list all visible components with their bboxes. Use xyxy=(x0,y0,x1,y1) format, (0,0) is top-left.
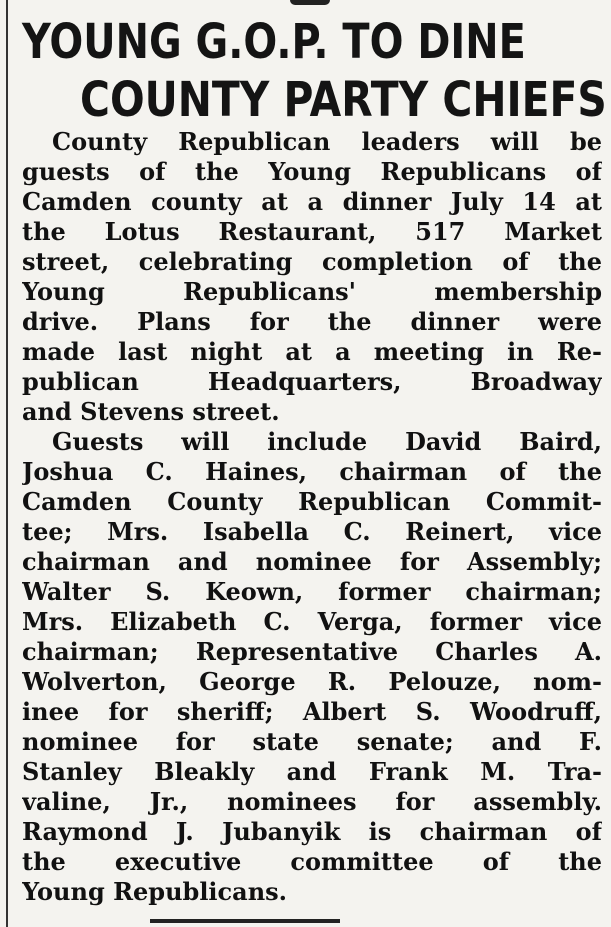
article-body xyxy=(22,127,602,907)
paragraph-1-line: street, celebrating completion of the xyxy=(22,247,602,276)
paragraph-1-line: drive. Plans for the dinner were xyxy=(22,307,602,336)
paragraph-2-line: inee for sheriff; Albert S. Woodruff, xyxy=(22,697,602,726)
top-column-rule xyxy=(290,0,330,5)
paragraph-1-line: publican Headquarters, Broadway xyxy=(22,367,602,396)
paragraph-2-line: Joshua C. Haines, chairman of the xyxy=(22,457,602,486)
paragraph-2-line: Camden County Republican Commit- xyxy=(22,487,602,516)
paragraph-1-line: Camden county at a dinner July 14 at xyxy=(22,187,602,216)
paragraph-1-line: made last night at a meeting in Re- xyxy=(22,337,602,366)
headline-line-1: YOUNG G.O.P. TO DINE xyxy=(22,14,526,70)
paragraph-2-line: valine, Jr., nominees for assembly. xyxy=(22,787,602,816)
paragraph-1-line: Young Republicans' membership xyxy=(22,277,602,306)
left-column-rule xyxy=(6,0,8,927)
paragraph-2-line: the executive committee of the xyxy=(22,847,602,876)
headline-line-2: COUNTY PARTY CHIEFS xyxy=(80,72,607,128)
paragraph-1-line: guests of the Young Republicans of xyxy=(22,157,602,186)
paragraph-2-line: nominee for state senate; and F. xyxy=(22,727,602,756)
paragraph-1-line: the Lotus Restaurant, 517 Market xyxy=(22,217,602,246)
paragraph-2-line: tee; Mrs. Isabella C. Reinert, vice xyxy=(22,517,602,546)
paragraph-2-line: Mrs. Elizabeth C. Verga, former vice xyxy=(22,607,602,636)
paragraph-2-line: Raymond J. Jubanyik is chairman of xyxy=(22,817,602,846)
paragraph-1-line: and Stevens street. xyxy=(22,397,280,426)
paragraph-2-line: chairman; Representative Charles A. xyxy=(22,637,602,666)
paragraph-2-line: chairman and nominee for Assembly; xyxy=(22,547,602,576)
bottom-column-rule xyxy=(150,919,340,923)
paragraph-2-line: Guests will include David Baird, xyxy=(52,427,602,456)
paragraph-1-line: County Republican leaders will be xyxy=(52,127,602,156)
paragraph-2-line: Young Republicans. xyxy=(22,877,288,906)
paragraph-2-line: Walter S. Keown, former chairman; xyxy=(22,577,602,606)
paragraph-2-line: Wolverton, George R. Pelouze, nom- xyxy=(22,667,602,696)
paragraph-2-line: Stanley Bleakly and Frank M. Tra- xyxy=(22,757,602,786)
